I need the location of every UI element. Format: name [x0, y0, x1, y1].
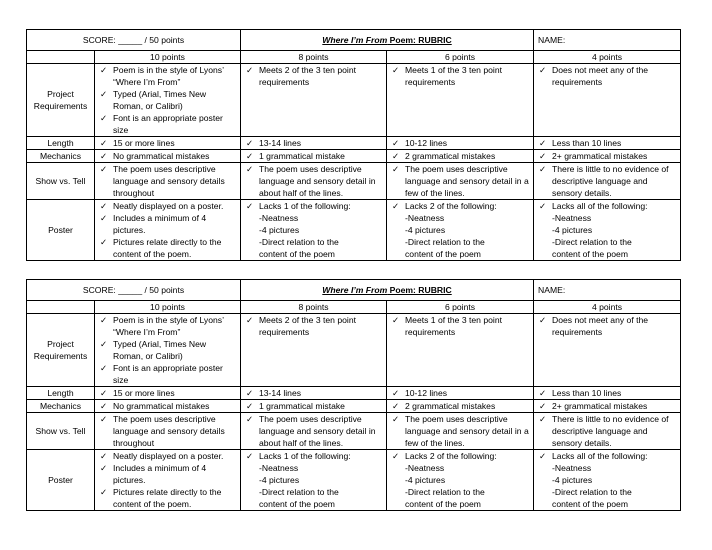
criteria-list: [537, 400, 677, 412]
criteria-cell: [241, 413, 387, 450]
checkmark-icon: ✓: [100, 237, 108, 247]
checkmark-icon: ✓: [246, 401, 254, 411]
criteria-item: [244, 413, 383, 449]
criteria-subitem: -4 pictures: [405, 475, 446, 485]
criteria-subitem: -Direct relation to the: [405, 487, 485, 497]
criteria-list: [98, 64, 237, 136]
checkmark-icon: ✓: [246, 138, 254, 148]
checkmark-icon: ✓: [100, 401, 108, 411]
category-label: Project Requirements: [27, 64, 95, 137]
criteria-item: [537, 137, 677, 149]
criteria-list: [537, 314, 677, 338]
criteria-item: [244, 137, 383, 149]
criteria-subitem: -Neatness: [259, 463, 299, 473]
criteria-list: [390, 450, 530, 462]
criteria-item: [98, 450, 237, 462]
points-header-row: [27, 51, 681, 64]
criteria-list: [537, 387, 677, 399]
checkmark-icon: ✓: [100, 89, 108, 99]
criteria-cell: [534, 413, 681, 450]
criteria-item: [98, 338, 237, 362]
criteria-text: Lacks 1 of the following:: [259, 201, 351, 211]
criteria-subitem: -4 pictures: [259, 225, 300, 235]
criteria-text: 15 or more lines: [113, 388, 175, 398]
rubric-title: [241, 30, 534, 51]
checkmark-icon: ✓: [392, 401, 400, 411]
checkmark-icon: ✓: [100, 463, 108, 473]
checkmark-icon: ✓: [392, 451, 400, 461]
criteria-item: [98, 212, 237, 236]
checkmark-icon: ✓: [246, 164, 254, 174]
checkmark-icon: ✓: [539, 65, 547, 75]
empty-corner-cell: [27, 51, 95, 64]
criteria-cell: [387, 413, 534, 450]
criteria-item: [98, 236, 237, 260]
criteria-subitem: -4 pictures: [259, 475, 300, 485]
rubric-title: [241, 280, 534, 301]
checkmark-icon: ✓: [100, 113, 108, 123]
criteria-item: [98, 200, 237, 212]
criteria-list: [244, 387, 383, 399]
criteria-text: Does not meet any of the requirements: [552, 315, 649, 337]
criteria-cell: [387, 137, 534, 150]
criteria-text: The poem uses descriptive language and sensory detail in a few of the lines.: [405, 164, 529, 198]
criteria-list: [98, 413, 237, 449]
criteria-subitem: -4 pictures: [405, 225, 446, 235]
criteria-text: 1 grammatical mistake: [259, 151, 345, 161]
criteria-cell: [95, 200, 241, 261]
checkmark-icon: ✓: [100, 164, 108, 174]
criteria-text: 2+ grammatical mistakes: [552, 401, 648, 411]
rubric-row-show-vs-tell: [27, 163, 681, 200]
criteria-list: [537, 150, 677, 162]
criteria-item: [537, 314, 677, 338]
criteria-item: [244, 200, 383, 212]
checkmark-icon: ✓: [100, 414, 108, 424]
category-label: Mechanics: [27, 150, 95, 163]
criteria-text: 10-12 lines: [405, 388, 448, 398]
criteria-item: [98, 150, 237, 162]
checkmark-icon: ✓: [539, 315, 547, 325]
checkmark-icon: ✓: [392, 388, 400, 398]
points-header: 10 points: [95, 301, 241, 314]
category-label: Show vs. Tell: [27, 413, 95, 450]
criteria-text: Lacks 1 of the following:: [259, 451, 351, 461]
criteria-cell: [387, 163, 534, 200]
criteria-cell: [95, 137, 241, 150]
criteria-cell: [241, 387, 387, 400]
points-header: 6 points: [387, 51, 534, 64]
criteria-list: [98, 200, 237, 260]
criteria-cell: [534, 314, 681, 387]
rubric-title-rest: Poem: RUBRIC: [387, 285, 452, 295]
criteria-list: [390, 413, 530, 449]
criteria-cell: [387, 400, 534, 413]
criteria-list: [244, 163, 383, 199]
criteria-item: [98, 314, 237, 338]
criteria-list: [244, 64, 383, 88]
criteria-list: [244, 314, 383, 338]
criteria-item: [98, 486, 237, 510]
criteria-list: [537, 200, 677, 212]
criteria-text: 2 grammatical mistakes: [405, 401, 496, 411]
criteria-text: Includes a minimum of 4 pictures.: [113, 463, 207, 485]
criteria-item: [537, 150, 677, 162]
criteria-text: The poem uses descriptive language and sensory detail in about half of the lines.: [259, 164, 376, 198]
checkmark-icon: ✓: [100, 339, 108, 349]
criteria-list: [390, 137, 530, 149]
criteria-text: Poem is in the style of Lyons’ “Where I’m From”: [113, 65, 224, 87]
criteria-text: Meets 2 of the 3 ten point requirements: [259, 315, 356, 337]
criteria-item: [98, 362, 237, 386]
checkmark-icon: ✓: [100, 451, 108, 461]
rubric-row-mechanics: [27, 150, 681, 163]
criteria-text: 2 grammatical mistakes: [405, 151, 496, 161]
criteria-cell: [95, 163, 241, 200]
criteria-list: [537, 450, 677, 462]
criteria-list: [537, 137, 677, 149]
criteria-item: [390, 163, 530, 199]
criteria-item: [244, 450, 383, 462]
criteria-cell: [95, 314, 241, 387]
rubric-row-length: [27, 137, 681, 150]
criteria-list: [390, 64, 530, 88]
criteria-item: [98, 64, 237, 88]
criteria-cell: [534, 64, 681, 137]
checkmark-icon: ✓: [392, 201, 400, 211]
criteria-text: No grammatical mistakes: [113, 401, 210, 411]
points-header-row: [27, 301, 681, 314]
criteria-list: [98, 400, 237, 412]
criteria-item: [390, 314, 530, 338]
criteria-item: [244, 387, 383, 399]
criteria-list: [244, 400, 383, 412]
points-header: 4 points: [534, 51, 681, 64]
rubric-row-length: [27, 387, 681, 400]
checkmark-icon: ✓: [246, 201, 254, 211]
checkmark-icon: ✓: [100, 363, 108, 373]
criteria-text: Font is an appropriate poster size: [113, 113, 223, 135]
rubric-row-project-requirements: [27, 64, 681, 137]
criteria-text: Font is an appropriate poster size: [113, 363, 223, 385]
criteria-cell: [241, 137, 387, 150]
criteria-text: Neatly displayed on a poster.: [113, 201, 224, 211]
criteria-text: Lacks all of the following:: [552, 201, 648, 211]
criteria-text: Meets 2 of the 3 ten point requirements: [259, 65, 356, 87]
rubric-row-project-requirements: [27, 314, 681, 387]
criteria-cell: [534, 163, 681, 200]
criteria-text: Poem is in the style of Lyons’ “Where I’m From”: [113, 315, 224, 337]
name-field: NAME:: [534, 280, 681, 301]
checkmark-icon: ✓: [100, 151, 108, 161]
criteria-cell: [387, 64, 534, 137]
criteria-item: [537, 200, 677, 212]
checkmark-icon: ✓: [539, 151, 547, 161]
criteria-text: No grammatical mistakes: [113, 151, 210, 161]
criteria-cell: [95, 413, 241, 450]
criteria-list: [98, 450, 237, 510]
category-label: Poster: [27, 200, 95, 261]
criteria-cell: [95, 387, 241, 400]
criteria-item: [98, 137, 237, 149]
criteria-subitem: -4 pictures: [552, 475, 593, 485]
criteria-text: 13-14 lines: [259, 388, 302, 398]
criteria-list: [98, 137, 237, 149]
criteria-list: [98, 387, 237, 399]
name-field: NAME:: [534, 30, 681, 51]
checkmark-icon: ✓: [392, 65, 400, 75]
criteria-subitem: content of the poem: [552, 499, 628, 509]
rubric-table-bottom: [26, 279, 681, 511]
criteria-item: [244, 64, 383, 88]
criteria-list: [390, 314, 530, 338]
criteria-item: [98, 387, 237, 399]
criteria-list: [98, 314, 237, 386]
criteria-cell: [95, 400, 241, 413]
criteria-list: [537, 413, 677, 449]
criteria-text: Typed (Arial, Times New Roman, or Calibri): [113, 89, 207, 111]
criteria-item: [98, 413, 237, 449]
points-header: 4 points: [534, 301, 681, 314]
rubric-title-italic: Where I’m From: [322, 285, 388, 295]
criteria-text: Neatly displayed on a poster.: [113, 451, 224, 461]
criteria-subitem: content of the poem: [405, 249, 481, 259]
criteria-cell: [534, 137, 681, 150]
criteria-cell: [241, 314, 387, 387]
criteria-text: Less than 10 lines: [552, 388, 622, 398]
criteria-text: There is little to no evidence of descriptive language and sensory details.: [552, 414, 669, 448]
criteria-list: [244, 450, 383, 462]
criteria-subitem: -Direct relation to the: [405, 237, 485, 247]
criteria-item: [537, 64, 677, 88]
criteria-cell: [95, 450, 241, 511]
checkmark-icon: ✓: [539, 451, 547, 461]
checkmark-icon: ✓: [392, 414, 400, 424]
checkmark-icon: ✓: [246, 451, 254, 461]
criteria-text: Meets 1 of the 3 ten point requirements: [405, 315, 502, 337]
criteria-item: [98, 88, 237, 112]
criteria-text: Meets 1 of the 3 ten point requirements: [405, 65, 502, 87]
criteria-list: [244, 413, 383, 449]
checkmark-icon: ✓: [539, 201, 547, 211]
criteria-item: [390, 413, 530, 449]
criteria-cell: [241, 163, 387, 200]
criteria-list: [98, 163, 237, 199]
criteria-subitem: -Direct relation to the: [552, 487, 632, 497]
criteria-subitem: content of the poem: [259, 249, 335, 259]
rubric-title-rest: Poem: RUBRIC: [387, 35, 452, 45]
criteria-list: [98, 150, 237, 162]
criteria-cell: [241, 400, 387, 413]
criteria-cell: [241, 450, 387, 511]
criteria-subitem: -Direct relation to the: [259, 487, 339, 497]
criteria-text: The poem uses descriptive language and sensory details throughout: [113, 414, 225, 448]
checkmark-icon: ✓: [100, 388, 108, 398]
category-label: Length: [27, 137, 95, 150]
category-label: Show vs. Tell: [27, 163, 95, 200]
criteria-text: Less than 10 lines: [552, 138, 622, 148]
criteria-text: 15 or more lines: [113, 138, 175, 148]
criteria-item: [537, 400, 677, 412]
criteria-item: [537, 163, 677, 199]
checkmark-icon: ✓: [539, 414, 547, 424]
criteria-subitem: -Neatness: [405, 213, 445, 223]
criteria-cell: [241, 150, 387, 163]
criteria-list: [390, 387, 530, 399]
rubric-row-show-vs-tell: [27, 413, 681, 450]
criteria-item: [244, 314, 383, 338]
checkmark-icon: ✓: [246, 151, 254, 161]
checkmark-icon: ✓: [539, 164, 547, 174]
criteria-item: [244, 163, 383, 199]
checkmark-icon: ✓: [246, 388, 254, 398]
criteria-item: [98, 462, 237, 486]
criteria-list: [244, 150, 383, 162]
criteria-item: [390, 400, 530, 412]
checkmark-icon: ✓: [100, 487, 108, 497]
criteria-cell: [534, 200, 681, 261]
criteria-list: [244, 137, 383, 149]
checkmark-icon: ✓: [100, 138, 108, 148]
checkmark-icon: ✓: [246, 414, 254, 424]
criteria-item: [390, 64, 530, 88]
criteria-subitem: -Neatness: [552, 463, 592, 473]
rubric-title-italic: Where I’m From: [322, 35, 388, 45]
criteria-text: The poem uses descriptive language and sensory detail in a few of the lines.: [405, 414, 529, 448]
criteria-cell: [387, 150, 534, 163]
criteria-item: [537, 413, 677, 449]
criteria-text: Pictures relate directly to the content of the poem.: [113, 237, 222, 259]
rubric-row-poster: [27, 450, 681, 511]
rubric-table-top: [26, 29, 681, 261]
score-field: SCORE: _____ / 50 points: [27, 280, 241, 301]
criteria-subitem: -4 pictures: [552, 225, 593, 235]
category-label: Poster: [27, 450, 95, 511]
criteria-subitem: -Direct relation to the: [259, 237, 339, 247]
criteria-list: [537, 163, 677, 199]
criteria-cell: [534, 150, 681, 163]
checkmark-icon: ✓: [392, 164, 400, 174]
criteria-item: [244, 400, 383, 412]
category-label: Mechanics: [27, 400, 95, 413]
criteria-text: Lacks all of the following:: [552, 451, 648, 461]
checkmark-icon: ✓: [246, 65, 254, 75]
criteria-item: [390, 200, 530, 212]
checkmark-icon: ✓: [392, 151, 400, 161]
checkmark-icon: ✓: [246, 315, 254, 325]
criteria-item: [390, 450, 530, 462]
criteria-item: [98, 400, 237, 412]
criteria-list: [390, 200, 530, 212]
criteria-item: [390, 387, 530, 399]
criteria-list: [244, 200, 383, 212]
criteria-subitem: -Neatness: [552, 213, 592, 223]
checkmark-icon: ✓: [392, 138, 400, 148]
criteria-item: [98, 112, 237, 136]
criteria-item: [537, 387, 677, 399]
criteria-text: 2+ grammatical mistakes: [552, 151, 648, 161]
criteria-cell: [241, 64, 387, 137]
points-header: 8 points: [241, 51, 387, 64]
criteria-subitem: -Neatness: [259, 213, 299, 223]
criteria-cell: [241, 200, 387, 261]
criteria-subitem: -Neatness: [405, 463, 445, 473]
criteria-cell: [95, 64, 241, 137]
criteria-list: [537, 64, 677, 88]
points-header: 6 points: [387, 301, 534, 314]
criteria-item: [98, 163, 237, 199]
checkmark-icon: ✓: [392, 315, 400, 325]
criteria-text: Includes a minimum of 4 pictures.: [113, 213, 207, 235]
checkmark-icon: ✓: [100, 213, 108, 223]
checkmark-icon: ✓: [539, 388, 547, 398]
criteria-text: 10-12 lines: [405, 138, 448, 148]
criteria-text: Lacks 2 of the following:: [405, 201, 497, 211]
checkmark-icon: ✓: [539, 401, 547, 411]
criteria-cell: [387, 450, 534, 511]
checkmark-icon: ✓: [539, 138, 547, 148]
points-header: 10 points: [95, 51, 241, 64]
points-header: 8 points: [241, 301, 387, 314]
criteria-list: [390, 400, 530, 412]
criteria-cell: [95, 150, 241, 163]
criteria-subitem: -Direct relation to the: [552, 237, 632, 247]
criteria-text: Does not meet any of the requirements: [552, 65, 649, 87]
criteria-item: [537, 450, 677, 462]
criteria-subitem: content of the poem: [405, 499, 481, 509]
criteria-text: 13-14 lines: [259, 138, 302, 148]
criteria-text: The poem uses descriptive language and sensory details throughout: [113, 164, 225, 198]
criteria-list: [390, 163, 530, 199]
rubric-row-poster: [27, 200, 681, 261]
criteria-text: Typed (Arial, Times New Roman, or Calibri): [113, 339, 207, 361]
criteria-item: [390, 137, 530, 149]
checkmark-icon: ✓: [100, 65, 108, 75]
category-label: Length: [27, 387, 95, 400]
criteria-text: 1 grammatical mistake: [259, 401, 345, 411]
checkmark-icon: ✓: [100, 315, 108, 325]
criteria-cell: [534, 450, 681, 511]
criteria-list: [390, 150, 530, 162]
score-field: SCORE: _____ / 50 points: [27, 30, 241, 51]
criteria-subitem: content of the poem: [259, 499, 335, 509]
criteria-cell: [534, 387, 681, 400]
empty-corner-cell: [27, 301, 95, 314]
criteria-item: [244, 150, 383, 162]
criteria-text: There is little to no evidence of descriptive language and sensory details.: [552, 164, 669, 198]
criteria-cell: [387, 387, 534, 400]
criteria-item: [390, 150, 530, 162]
criteria-cell: [387, 200, 534, 261]
checkmark-icon: ✓: [100, 201, 108, 211]
criteria-cell: [387, 314, 534, 387]
rubric-row-mechanics: [27, 400, 681, 413]
criteria-text: Lacks 2 of the following:: [405, 451, 497, 461]
criteria-cell: [534, 400, 681, 413]
criteria-text: Pictures relate directly to the content of the poem.: [113, 487, 222, 509]
criteria-text: The poem uses descriptive language and sensory detail in about half of the lines.: [259, 414, 376, 448]
criteria-subitem: content of the poem: [552, 249, 628, 259]
category-label: Project Requirements: [27, 314, 95, 387]
